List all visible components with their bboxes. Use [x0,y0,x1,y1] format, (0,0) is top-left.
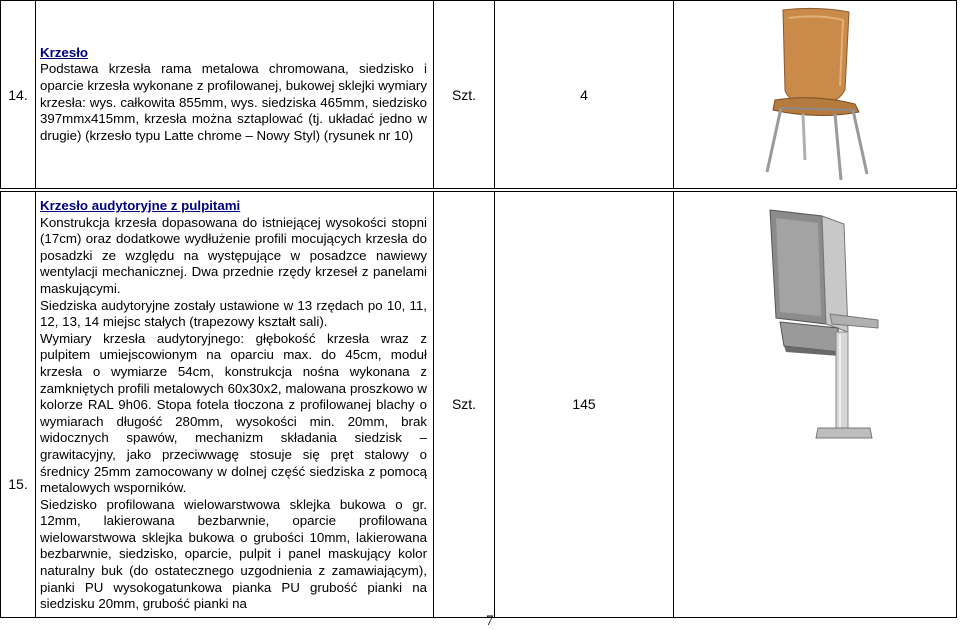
unit-cell [434,192,495,618]
item-title: Krzesło audytoryjne z pulpitami [40,198,241,213]
quantity-cell [495,192,674,618]
row-number-cell [1,192,36,618]
table-row [1,1,957,189]
page-number: 7 [486,613,494,629]
quantity-value: 4 [580,86,588,103]
item-description: Konstrukcja krzesła dopasowana do istniejącej wysokości stopni (17cm) oraz dodatkowe wydłużenie profili mocujących krzesła do posadzki ze względu na występujące w posadzce nawiewy wentylacji mechanicznej. Dwa przednie rzędy krzeseł z panelami maskującymi. [40,214,427,296]
row-number: 15. [8,476,28,493]
item-description: Wymiary krzesła audytoryjnego: głębokość krzesła wraz z pulpitem umiejscowionym na oparciu max. do 45cm, moduł krzesła o wymiarze 54cm, konstrukcja nośna wykonana z zamkniętych profili metalowych 60x30x2, malowana proszkowo w kolorze RAL 9h06. Stopa fotela tłoczona z profilowanej blachy o wymiarach długość 280mm, wysokości min. 20mm, brak widocznych spawów, mechanizm składania siedzisk – grawitacyjny, jako przeciwwagę stosuje się pręt stalowy o średnicy 25mm zamocowany w dolnej część siedziska z pomocą metalowych wsporników. [40,330,427,496]
quantity-cell [495,1,674,189]
auditorium-seat-picture [740,206,890,452]
unit-cell [434,1,495,189]
quantity-value: 145 [572,396,596,413]
image-cell [674,192,957,618]
row-number: 14. [8,86,28,103]
item-description: Siedzisko profilowana wielowarstwowa sklejka bukowa o gr. 12mm, lakierowana bezbarwnie, oparcie profilowana wielowarstwowa sklejka bukowa o grubości 10mm, lakierowana bezbarwnie, siedzisko, oparcie, pulpit i panel maskujący kolor naturalny buk (do ostatecznego uzgodnienia z zamawiającym), pianki PU wysokogatunkowa pianka PU grubość pianki na siedzisku 20mm, grubość pianki na [40,496,427,612]
unit-label: Szt. [451,86,477,103]
item-description: Siedziska audytoryjne zostały ustawione w 13 rzędach po 10, 11, 12, 13, 14 miejsc stałych (trapezowy kształt sali). [40,297,427,330]
image-cell [674,1,957,189]
description-cell [36,1,434,189]
table-row [1,192,957,618]
description-cell [36,192,434,618]
item-title: Krzesło [40,44,89,60]
unit-label: Szt. [451,396,477,413]
wooden-chair-picture [745,4,885,180]
row-number-cell [1,1,36,189]
item-description: Podstawa krzesła rama metalowa chromowana, siedzisko i oparcie krzesła wykonane z profilowanej, bukowej sklejki wymiary krzesła: wys. całkowita 855mm, wys. siedziska 465mm, siedzisko 397mmx415mm, krzesła można sztaplować (tj. układać jedno w drugie) (krzesło typu Latte chrome – Nowy Styl) (rysunek nr 10) [40,61,427,143]
